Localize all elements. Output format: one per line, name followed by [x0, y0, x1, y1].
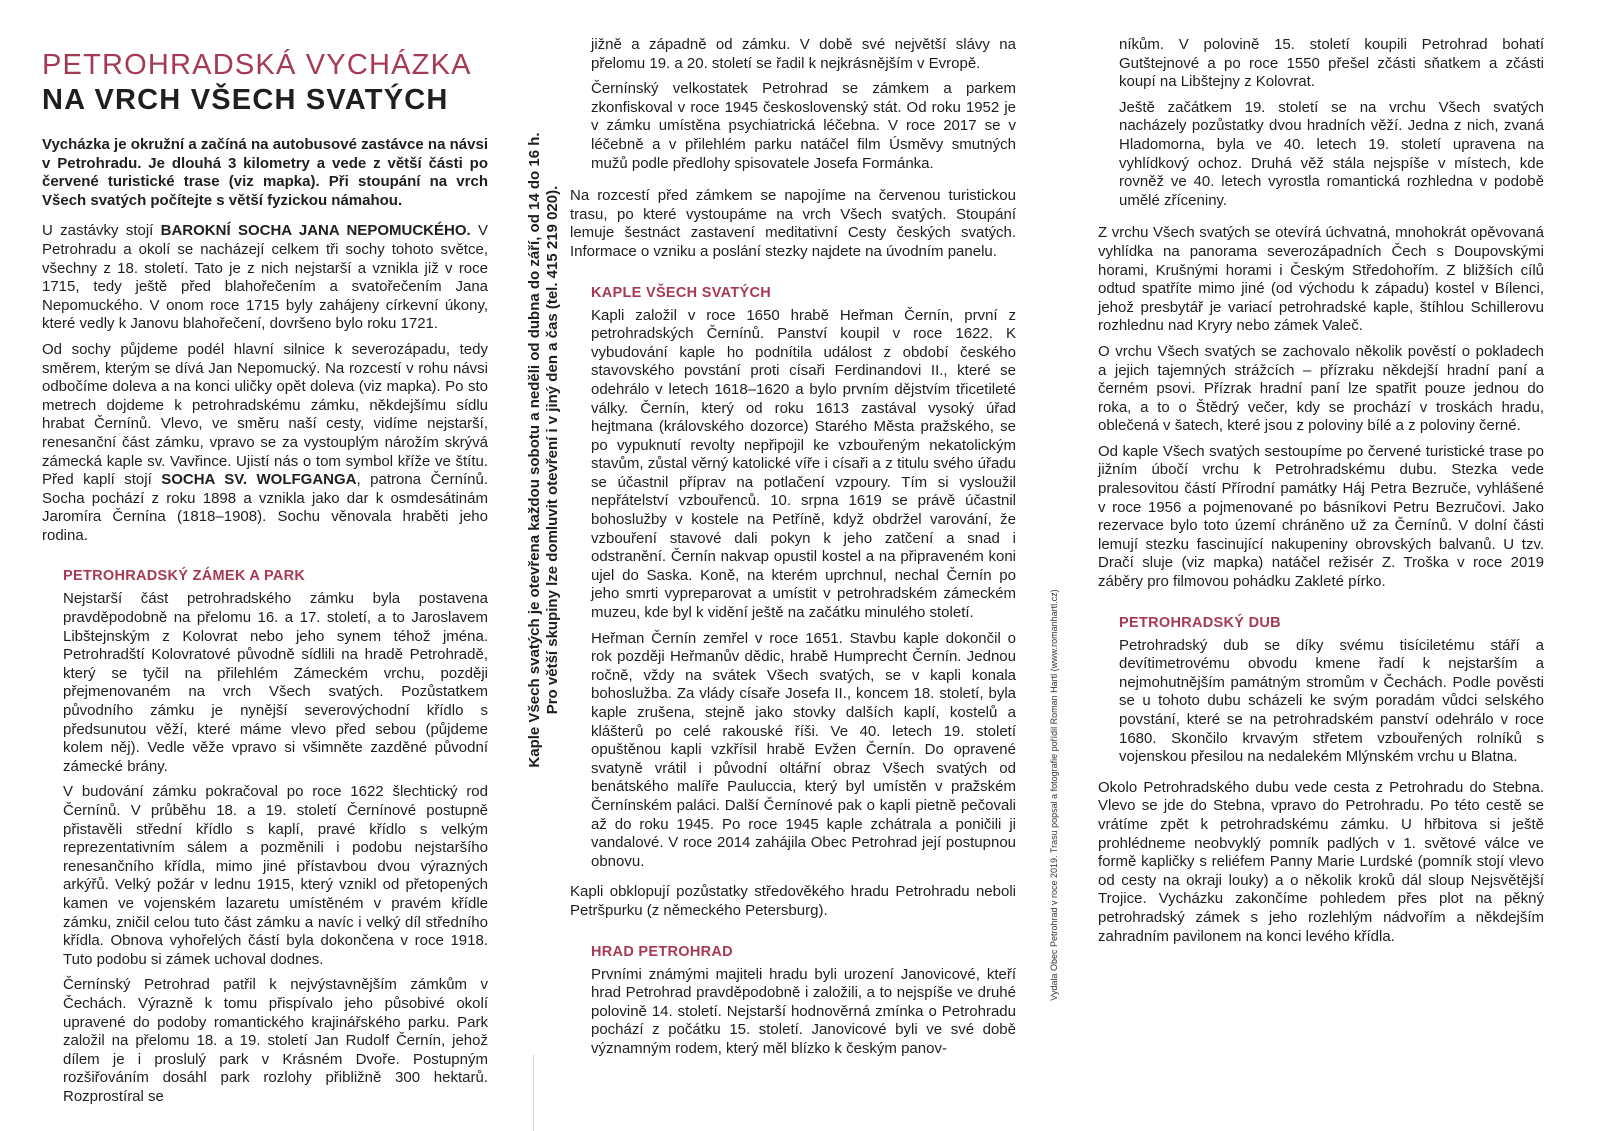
fold-divider	[533, 1055, 534, 1131]
paragraph-route	[42, 341, 488, 546]
paragraph-park-continued: jižně a západně od zámku. V době své největší slávy na přelomu 19. a 20. století se řadil k nejkrásnějším v Evropě.	[591, 36, 1016, 72]
vertical-chapel-opening-note	[520, 40, 568, 860]
intro-paragraph: Vycházka je okružní a začíná na autobusové zastávce na návsi v Petrohradu. Je dlouhá 3 kilometry a vede z větší části po červené turistické trase (viz mapka). Při stoupání na vrch Všech svatých počítejte s větší fyzickou námahou.	[42, 136, 488, 209]
paragraph-towers: Ještě začátkem 19. století se na vrchu Všech svatých nacházely pozůstatky dvou hradních věží. Jedna z nich, zvaná Hladomorna, byla ve 40. letech 19. století upravena na vyhlídkový ochoz. Druhá věž stála nejspíše v místech, kde rovněž ve 40. letech vyrostla romantická rozhledna v podobě umělé zříceniny.	[1119, 98, 1544, 209]
text-run: U zastávky stojí	[42, 222, 161, 240]
paragraph-oak: Petrohradský dub se díky svému tisíciletému stáří a devítimetrovému obvodu kmene řadí k nejstarším a nejmohutnějším památným stromům v Čechách. Podle pověsti se u tohoto dubu scházeli ke svým poradám vůdci selského povstání, které se na petrohradském panství odehrálo v roce 1680. Skončilo krvavým střetem vzbouřených rolníků s vojenskou přesilou na nedalekém Mlýnském vrchu u Blatna.	[1119, 636, 1544, 766]
paragraph-castle-building: V budování zámku pokračoval po roce 1622 šlechtický rod Černínů. V průběhu 18. a 19. století Černínové postupně přistavěli střední křídlo s kaplí, pravé křídlo s velkým reprezentativním sálem a pozměnili i podobu nejstaršího renesančního křídla, mimo jiné přístavbou dvou výrazných arkýřů. Velký požár v lednu 1915, který vznikl od přetopených kamen ve vojenském lazaretu umístěném v pravém křídle zámku, zničil celou tuto část zámku a navíc i velký díl středního křídla. Obnova vyhořelých částí byla dokončena v roce 1918. Tuto podobu si zámek uchoval dodnes.	[63, 783, 488, 968]
column-right	[1098, 36, 1544, 953]
column-left	[42, 48, 488, 1114]
section-heading-chapel: KAPLE VŠECH SVATÝCH	[591, 284, 771, 301]
paragraph-legends: O vrchu Všech svatých se zachovalo několik pověstí o pokladech a jejich tajemných strážcích – přízraku někdejší hradní paní a černém psovi. Přízrak hradní paní lze spatřit pouze jednou do roka, a to o Štědrý večer, kdy se prochází v troskách hradu, oblečená v šatech, které jsou z poloviny bílé a z poloviny černé.	[1098, 342, 1544, 435]
paragraph-chapel-history: Heřman Černín zemřel v roce 1651. Stavbu kaple dokončil o rok později Heřmanův dědic, hrabě Humprecht Černín. Jednou ročně, vždy na svátek Všech svatých, se v kapli konala bohoslužba. Za vlády císaře Josefa II., koncem 18. století, byla kaple zrušena, stejně jako stovky dalších kaplí, kostelů a klášterů po celé rakouské říši. Ve 40. letech 19. století opuštěnou kapli vzkřísil hrabě Evžen Černín. Do opravené svatyně vrátil i původní oltářní obraz Všech svatých od benátského malíře Pauluccia, který byl umístěn v pražském Černínském paláci. Další Černínové pak o kapli pietně pečovali až do roku 1945. Po roce 1945 kaple zchátrala a poničili ji vandalové. V roce 2014 zahájila Obec Petrohrad její postupnou obnovu.	[591, 629, 1016, 870]
paragraph-red-trail: Na rozcestí před zámkem se napojíme na červenou turistickou trasu, po které vystoupáme na vrch Všech svatých. Stoupání lemuje šestnáct zastavení meditativní Cesty českých svatých. Informace o vzniku a poslání stezky najdete na úvodním panelu.	[570, 187, 1016, 260]
paragraph-estate: Černínský velkostatek Petrohrad se zámkem a parkem zkonfiskoval v roce 1945 československý stát. Od roku 1952 je v zámku umístěna psychiatrická léčebna. V roce 2017 se v léčebně a v přilehlém parku natáčel film Úsměvy smutných mužů podle předlohy spisovatele Josefa Formánka.	[591, 80, 1016, 172]
paragraph-castle-park: Černínský Petrohrad patřil k nejvýstavnějším zámkům v Čechách. Výrazně k tomu přispívalo jeho působivé okolí upravené do podoby romantického krajinářského parku. Park založil na přelomu 18. a 19. století Jan Rudolf Černín, jehož dílem je i proslulý park v Krásném Dvoře. Postupným rozšiřováním dosáhl park rozlohy přibližně 300 hektarů. Rozprostíral se	[63, 976, 488, 1105]
highlight-statue-wolfgang: SOCHA SV. WOLFGANGA	[161, 471, 357, 489]
paragraph-chapel-founding: Kapli založil v roce 1650 hrabě Heřman Černín, první z petrohradských Černínů. Panství koupil v roce 1622. K vybudování kaple ho podnítila událost z období českého stavovského povstání proti císaři Ferdinandovi II., které se odehrálo v letech 1618–1620 a bylo prvním dějstvím třicetileté války. Černín, který od roku 1613 zastával vysoký úřad hejtmana (královského dozorce) Starého Města pražského, se po vypuknutí revolty nepřipojil ke vzbouřeným nekatolickým stavům, zůstal věrný katolické víře i císaři a z titulu svého úřadu se účastnil příprav na potlačení vzpoury. Tím si vysloužil nepřátelství vzbouřenců. 10. srpna 1619 se právě účastnil bohoslužby v kostele na Petříně, když obdržel varování, že vzbouření stavové dali pokyn k jeho zatčení a snad i odstranění. Černín nakvap opustil kostel a na připraveném koni ujel do Saska. Koně, na kterém uprchnul, nechal Černín po jeho smrti vypreparovat a umístit v petrohradském zámeckém muzeu, kde byl k vidění ještě na začátku minulého století.	[591, 306, 1016, 622]
credit-text: Vydala Obec Petrohrad v roce 2019. Trasu popsal a fotografie pořídil Roman Hartl (www.romanhartl.cz)	[1049, 589, 1059, 1001]
column-middle	[570, 36, 1016, 1066]
section-heading-castle-park: PETROHRADSKÝ ZÁMEK A PARK	[63, 568, 306, 585]
highlight-statue-nepomuk: BAROKNÍ SOCHA JANA NEPOMUCKÉHO.	[160, 222, 471, 240]
paragraph-return: Okolo Petrohradského dubu vede cesta z Petrohradu do Stebna. Vlevo se jde do Stebna, vpravo do Petrohradu. Po této cestě se vrátíme zpět k petrohradskému zámku. U hřbitova si ještě prohlédneme neobvyklý pomník padlých v 1. světové válce ve formě kapličky s reliéfem Panny Marie Lurdské (pomník stojí vlevo od cesty na okraji louky) a o několik kroků dál sloup Nejsvětější Trojice. Vycházku zakončíme pohledem přes plot na pěkný petrohradský zámek s jeho rozlehlým nádvořím a někdejším zahradním pavilonem na konci levého křídla.	[1098, 778, 1544, 945]
paragraph-castle-history: Nejstarší část petrohradského zámku byla postavena pravděpodobně na přelomu 16. a 17. století, a to Jaroslavem Libštejnským z Kolovrat nebo jeho synem téhož jména. Petrohradští Kolovratové původně sídlili na hradě Petrohradě, který se tyčil na přilehlém Zámeckém vrchu, později přejmenovaném na vrch Všech svatých. Pozůstatkem původního zámku je nynější severovýchodní křídlo s předsunutou věží, které máme vlevo před sebou (půjdeme kolem něj). Vedle věže vpravo si všimněte zazděné původní zámecké brány.	[63, 590, 488, 775]
paragraph-owners-continued: níkům. V polovině 15. století koupili Petrohrad bohatí Gutštejnové a po roce 1550 přešel zčásti sňatkem a zčásti koupí na Libštejny z Kolovrat.	[1119, 36, 1544, 91]
section-heading-oak: PETROHRADSKÝ DUB	[1119, 614, 1281, 631]
paragraph-castle-remains: Kapli obklopují pozůstatky středověkého hradu Petrohradu neboli Petršpurku (z německého Petersburg).	[570, 883, 1016, 919]
paragraph-descent: Od kaple Všech svatých sestoupíme po červené turistické trase po jižním úbočí vrchu k Petrohradskému dubu. Stezka vede pralesovitou částí Přírodní památky Háj Petra Bezruče, vyhlášené v roce 1956 a pojmenované po básníkovi Petru Bezručovi. Jako rezervace bylo toto území chráněno už za Černínů. V dolní části lemují stezku fascinující nakupeniny obrovských balvanů. U tzv. Dračí sluje (viz mapka) natáčel režisér Z. Troška v roce 2019 záběry pro filmovou pohádku Zakleté pírko.	[1098, 442, 1544, 591]
paragraph-castle-owners: Prvními známými majiteli hradu byli urození Janovicové, kteří hrad Petrohrad pravděpodobně i založili, a to nejspíše ve druhé polovině 14. století. Nejstarší hodnověrná zmínka o Petrohradu pochází z počátku 15. století. Janovicové byli ve své době významným rodem, který měl blízko k českým panov-	[591, 965, 1016, 1057]
group-booking-line: Pro větší skupiny lze domluvit otevření i v jiný den a čas (tel. 415 219 020).	[544, 185, 561, 715]
text-run: V Petrohradu a okolí se nacházejí celkem tři sochy tohoto světce, všechny z 18. století. Tato je z nich nejstarší a vznikla již v roce 1715, tedy ještě před blahořečením a svatořečením Jana Nepomuckého. V onom roce 1715 byly zahájeny církevní úkony, které vedly k Janovu blahořečení, dovršeno bylo roku 1721.	[42, 222, 488, 333]
paragraph-view: Z vrchu Všech svatých se otevírá úchvatná, mnohokrát opěvovaná vyhlídka na panorama severozápadních Čech s Doupovskými horami, Krušnými horami i Českým Středohořím. Z bližších cílů odtud spatříte mimo jiné (od východu k západu) kostel v Bílenci, jehož presbytář je variací petrohradské kaple, štíhlou Schillerovu rozhlednu nad Kryry nebo zámek Valeč.	[1098, 224, 1544, 335]
page-title-line2: NA VRCH VŠECH SVATÝCH	[42, 84, 449, 116]
text-run: , patrona Černínů. Socha pochází z roku 1898 a vznikla jako dar k osmdesátinám Jaromíra Černína (1818–1908). Sochu věnovala hraběti jeho rodina.	[42, 471, 488, 544]
paragraph-nepomuk	[42, 222, 488, 334]
page-title-line1: PETROHRADSKÁ VYCHÁZKA	[42, 49, 472, 81]
text-run: Od sochy půjdeme podél hlavní silnice k severozápadu, tedy směrem, kterým se dívá Jan Nepomucký. Na rozcestí v rohu návsi odbočíme doleva a na konci uličky opět doleva (viz mapka). Po sto metrech dojdeme k petrohradskému zámku, někdejšímu sídlu hrabat Černínů. Vlevo, ve směru naší cesty, vidíme nejstarší, renesanční část zámku, vpravo se za vystouplým nárožím skrývá zámecká kaple sv. Vavřince. Ujistí nás o tom symbol kříže ve štítu. Před kaplí stojí	[42, 340, 488, 489]
section-heading-castle-petrohrad: HRAD PETROHRAD	[591, 943, 733, 960]
vertical-credit	[1046, 550, 1064, 1040]
opening-hours-line: Kaple Všech svatých je otevřena každou sobotu a neděli od dubna do září, od 14 do 16 h.	[526, 132, 543, 768]
